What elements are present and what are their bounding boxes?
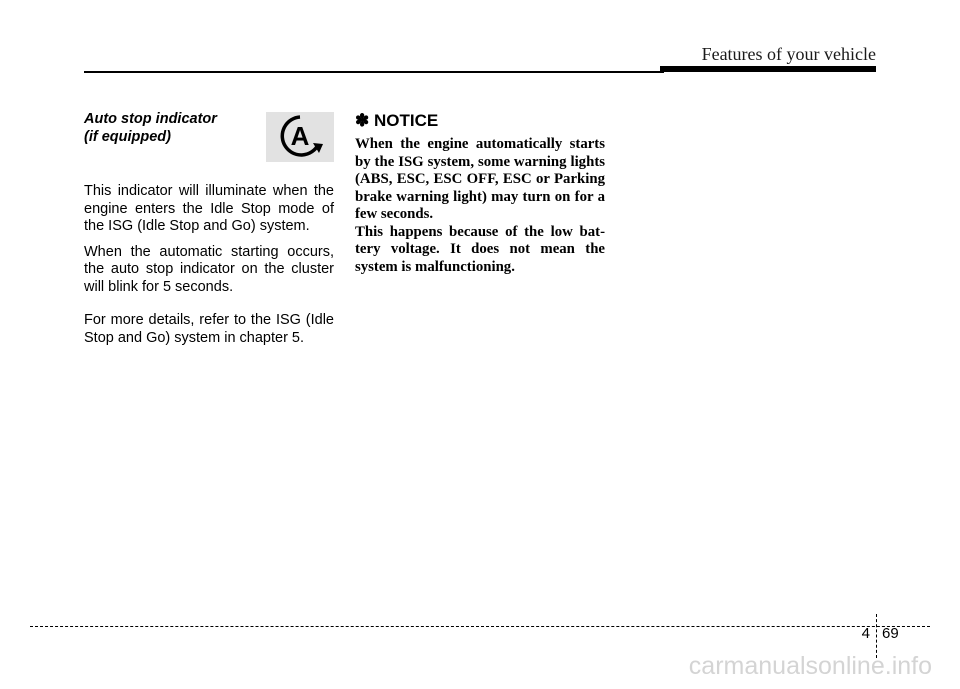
paragraph-3: For more details, refer to the ISG (Idle Stop and Go) system in chapter 5. bbox=[84, 312, 334, 346]
indicator-letter: A bbox=[290, 121, 310, 151]
heading-line-2: (if equipped) bbox=[84, 129, 171, 145]
auto-stop-indicator-icon bbox=[266, 112, 334, 162]
notice-title-text: NOTICE bbox=[373, 111, 439, 130]
paragraph-1: This indicator will illuminate when the engine enters the Idle Stop mode of the ISG (Idle Stop and Go) system. bbox=[84, 183, 334, 234]
notice-paragraph-1: When the engine automatically starts by the ISG system, some warning lights (ABS, ESC, ESC OFF, ESC or Parking brake warning light) may turn on for a few seconds. bbox=[355, 136, 605, 222]
chapter-number: 4 bbox=[861, 625, 870, 642]
notice-symbol-icon: ✽ bbox=[355, 111, 370, 130]
page-number: 69 bbox=[882, 625, 899, 642]
footer-dashed-rule bbox=[30, 626, 930, 627]
heading-line-1: Auto stop indicator bbox=[84, 111, 217, 127]
paragraph-2: When the automatic starting occurs, the auto stop indicator on the cluster will blink for 5 seconds. bbox=[84, 243, 334, 295]
header-rule-thin bbox=[84, 71, 664, 73]
page-header-title: Features of your vehicle bbox=[701, 44, 876, 64]
header-rule-thick bbox=[660, 66, 876, 72]
notice-paragraph-2: This happens because of the low battery voltage. It does not mean the system is malfunctioning. bbox=[355, 223, 605, 275]
notice-box bbox=[355, 110, 605, 276]
watermark: carmanualsonline.info bbox=[688, 652, 932, 680]
notice-title bbox=[355, 110, 605, 132]
